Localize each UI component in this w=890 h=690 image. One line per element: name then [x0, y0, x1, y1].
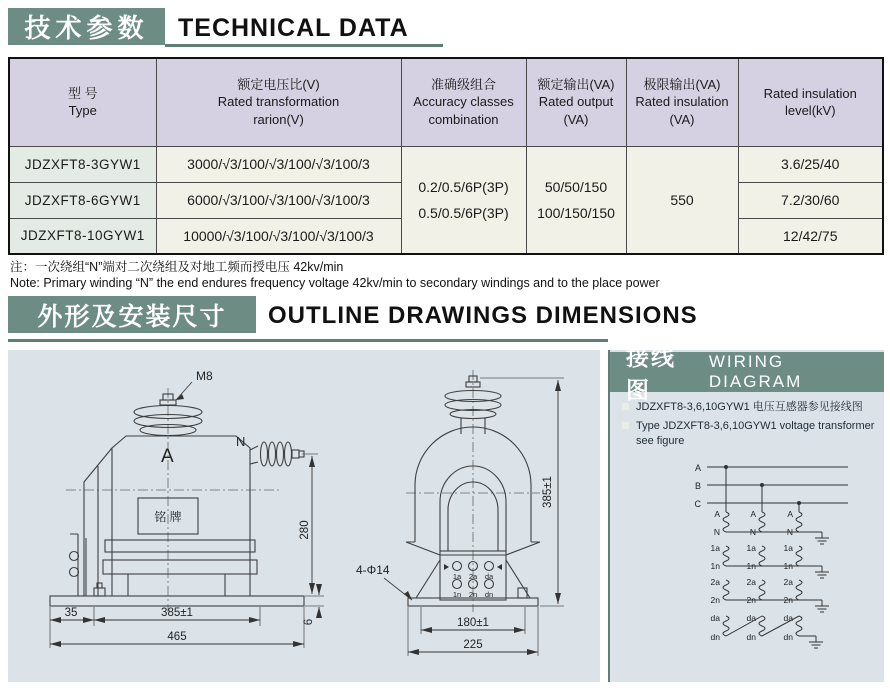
- ratio-cell: 10000/√3/100/√3/100/√3/100/3: [156, 218, 401, 254]
- header-type-en: Type: [68, 103, 97, 119]
- terminal-dn-label: dn: [484, 590, 494, 599]
- header-limit: [626, 58, 738, 146]
- winding-label: 2n: [710, 595, 720, 605]
- dim-225: 225: [463, 639, 483, 651]
- winding-label: N: [713, 527, 720, 537]
- accuracy-line-1: 0.2/0.5/6P(3P): [418, 178, 509, 195]
- junction-dot: [760, 483, 764, 487]
- winding-label: dn: [710, 632, 720, 642]
- output-line-2: 100/150/150: [537, 204, 615, 221]
- dim-6: 6: [303, 618, 315, 626]
- side-dimension-lines: [408, 378, 564, 656]
- header-type-zh: 型 号: [67, 85, 98, 101]
- header-accuracy-zh: 准确级组合: [430, 76, 496, 92]
- ground-icon: [809, 642, 823, 648]
- holes-4phi14-label: 4-Φ14: [356, 563, 390, 577]
- winding-column: [711, 509, 729, 642]
- header-limit-en: Rated insulation (VA): [635, 94, 729, 128]
- junction-dot: [797, 501, 801, 505]
- wiring-note-text-en: Type JDZXFT8-3,6,10GYW1 voltage transformer see figure: [636, 420, 875, 447]
- dim-35: 35: [64, 607, 78, 619]
- ground-icon: [815, 572, 829, 578]
- section1-underline: [165, 44, 443, 47]
- ratio-cell: 3000/√3/100/√3/100/√3/100/3: [156, 146, 401, 182]
- winding-label: N: [749, 527, 756, 537]
- type-cell: JDZXFT8-10GYW1: [9, 218, 156, 254]
- note-zh: 注：一次绕组“N”端对二次绕组及对地工频而授电压 42kv/min: [10, 260, 344, 274]
- terminal-1a-label: 1a: [452, 572, 462, 581]
- winding-label: A: [714, 509, 720, 519]
- header-level-en: Rated insulation level(kV): [763, 85, 857, 119]
- terminal-a-label: A: [161, 446, 174, 467]
- dim-385-side: 385±1: [542, 476, 554, 508]
- wiring-title-zh: 接线图: [626, 344, 676, 403]
- wiring-banner: [610, 344, 884, 403]
- technical-data-table: [8, 57, 884, 255]
- winding-label: 2a: [710, 577, 720, 587]
- header-ratio-en: Rated transformation rarion(V): [217, 94, 340, 128]
- level-cell: 3.6/25/40: [738, 146, 883, 182]
- winding-column: [747, 509, 765, 642]
- winding-label: da: [746, 613, 756, 623]
- dim-180: 180±1: [457, 617, 489, 629]
- bus-a-label: A: [694, 463, 701, 473]
- section2-underline: [8, 339, 608, 342]
- winding-label: dn: [783, 632, 793, 642]
- junction-dot: [724, 465, 728, 469]
- note-en: Note: Primary winding “N” the end endures frequency voltage 42kv/min to secondary windings and to the place power: [10, 276, 660, 290]
- winding-label: 2n: [783, 595, 793, 605]
- level-cell: 12/42/75: [738, 218, 883, 254]
- bus-b-label: B: [694, 481, 701, 491]
- output-cell: [526, 146, 626, 254]
- section1-title-en: TECHNICAL DATA: [178, 14, 409, 42]
- winding-label: 1a: [746, 543, 756, 553]
- header-output: [526, 58, 626, 146]
- bus-c-label: C: [694, 499, 701, 509]
- header-accuracy-en: Accuracy classes combination: [413, 94, 514, 128]
- header-ratio-zh: 额定电压比(V): [237, 76, 320, 92]
- type-cell: JDZXFT8-6GYW1: [9, 182, 156, 218]
- winding-label: 1a: [710, 543, 720, 553]
- header-accuracy: [401, 58, 526, 146]
- accuracy-cell: [401, 146, 526, 254]
- terminal-2n-label: 2n: [468, 590, 478, 599]
- ground-icon: [815, 606, 829, 612]
- dim-465: 465: [167, 631, 187, 643]
- outline-drawings-panel: [8, 350, 600, 682]
- winding-label: A: [750, 509, 756, 519]
- winding-label: dn: [746, 632, 756, 642]
- winding-label: A: [787, 509, 793, 519]
- winding-label: 1n: [710, 561, 720, 571]
- section2-title-zh: 外形及安装尺寸: [8, 296, 256, 333]
- wiring-note-item: [622, 400, 876, 415]
- ratio-cell: 6000/√3/100/√3/100/√3/100/3: [156, 182, 401, 218]
- m8-bolt-label: M8: [196, 369, 213, 383]
- square-bullet-icon: [622, 403, 629, 410]
- wiring-notes: [622, 400, 876, 453]
- front-view-drawing: [50, 382, 304, 612]
- winding-label: N: [786, 527, 793, 537]
- ground-links: [726, 532, 822, 642]
- type-cell: JDZXFT8-3GYW1: [9, 146, 156, 182]
- level-cell: 7.2/30/60: [738, 182, 883, 218]
- terminal-1n-label: 1n: [452, 590, 462, 599]
- ground-icon: [815, 538, 829, 544]
- winding-label: 2n: [746, 595, 756, 605]
- header-level: [738, 58, 883, 146]
- header-limit-zh: 极限输出(VA): [643, 76, 721, 92]
- winding-label: 2a: [783, 577, 793, 587]
- section1-title-zh: 技术参数: [8, 8, 165, 45]
- header-type: [9, 58, 156, 146]
- nameplate-label: 铭 牌: [154, 510, 182, 524]
- output-line-1: 50/50/150: [544, 178, 608, 195]
- limit-output-cell: 550: [626, 146, 738, 254]
- wiring-title-en: WIRING DIAGRAM: [708, 352, 803, 391]
- winding-column: [784, 509, 802, 642]
- terminal-2a-label: 2a: [468, 572, 478, 581]
- side-view-drawing: [384, 370, 540, 612]
- wiring-diagram-panel: [608, 344, 884, 682]
- winding-label: 1n: [746, 561, 756, 571]
- accuracy-line-2: 0.5/0.5/6P(3P): [418, 204, 509, 221]
- outline-drawing-svg: [8, 350, 600, 682]
- section2-title-en: OUTLINE DRAWINGS DIMENSIONS: [268, 302, 698, 329]
- dim-385-front: 385±1: [161, 607, 193, 619]
- terminal-da-label: da: [484, 572, 494, 581]
- winding-label: 2a: [746, 577, 756, 587]
- header-output-zh: 额定输出(VA): [537, 76, 615, 92]
- header-ratio: [156, 58, 401, 146]
- square-bullet-icon: [622, 422, 629, 429]
- table-row: [9, 146, 883, 182]
- wiring-note-text-zh: JDZXFT8-3,6,10GYW1 电压互感器参见接线图: [636, 401, 863, 413]
- wiring-note-item: [622, 419, 876, 449]
- winding-label: da: [710, 613, 720, 623]
- winding-label: 1a: [783, 543, 793, 553]
- bus-lines: [707, 467, 848, 512]
- wiring-schematic-svg: [610, 454, 886, 666]
- dim-280: 280: [299, 520, 311, 540]
- winding-label: 1n: [783, 561, 793, 571]
- terminal-n-label: N: [236, 434, 246, 449]
- winding-label: da: [783, 613, 793, 623]
- header-output-en: Rated output (VA): [538, 94, 614, 128]
